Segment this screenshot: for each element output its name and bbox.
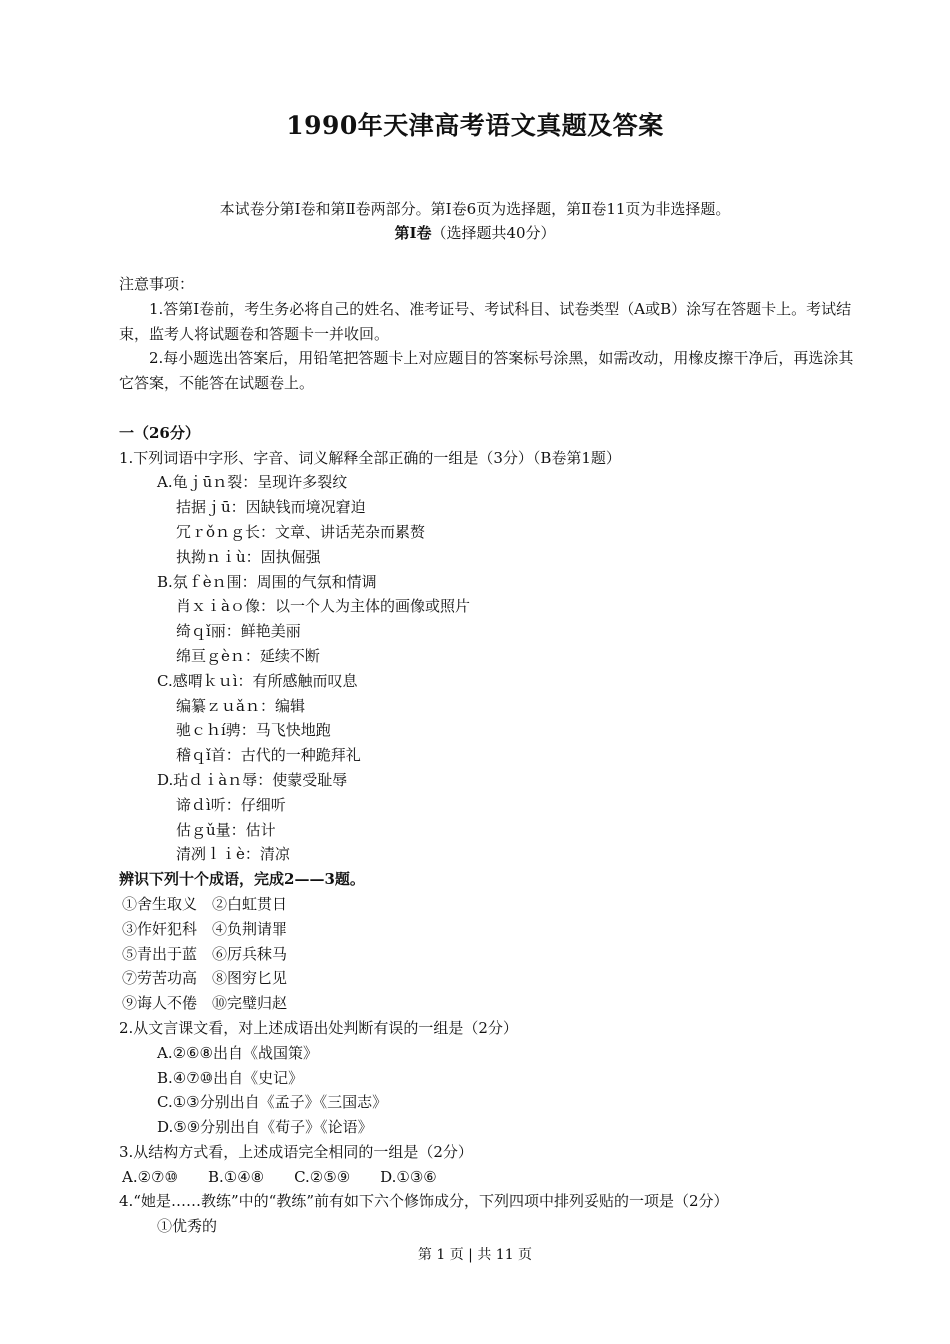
- question-3-stem: 3.从结构方式看，上述成语完全相同的一组是（2分）: [119, 1142, 473, 1161]
- document-body: [119, 272, 864, 1239]
- question-1-stem: 1.下列词语中字形、字音、词义解释全部正确的一组是（3分）（B卷第1题）: [119, 448, 621, 467]
- q1-option-b: B.氛ｆèｎ围：周围的气氛和情调: [157, 572, 377, 591]
- q1-option-a-item: 执拗ｎｉù：固执倔强: [176, 547, 321, 566]
- notice-heading: 注意事项：: [119, 275, 195, 293]
- page-footer: 第 1 页 | 共 11 页: [417, 1247, 533, 1263]
- q1-option-d: D.玷ｄｉàｎ辱：使蒙受耻辱: [157, 770, 348, 789]
- q1-option-d-item: 谛ｄì听：仔细听: [176, 795, 286, 814]
- q3-options: [119, 1165, 864, 1190]
- q1-option-c-item: 驰ｃｈí骋：马飞快地跑: [176, 721, 331, 740]
- intro-text: 本试卷分第Ⅰ卷和第Ⅱ卷两部分。第Ⅰ卷6页为选择题，第Ⅱ卷11页为非选择题。: [219, 200, 731, 218]
- volume-note: （选择题共40分）: [431, 224, 556, 242]
- q1-option-b-item: 肖ｘｉàｏ像：以一个人为主体的画像或照片: [176, 597, 470, 616]
- section-heading: 一（26分）: [119, 423, 200, 442]
- q1-option-d-item: 清冽ｌｉè：清凉: [176, 845, 290, 864]
- idiom-row: ⑦劳苦功高 ⑧图穷匕见: [122, 969, 288, 988]
- q2-option: B.④⑦⑩出自《史记》: [157, 1068, 304, 1087]
- q2-option: A.②⑥⑧出自《战国策》: [157, 1043, 318, 1062]
- q3-option: A.②⑦⑩: [122, 1167, 178, 1186]
- q1-option-c-item: 编纂ｚｕǎｎ：编辑: [176, 696, 305, 715]
- question-2-stem: 2.从文言课文看，对上述成语出处判断有误的一组是（2分）: [119, 1018, 518, 1037]
- q3-option: D.①③⑥: [380, 1167, 437, 1186]
- q1-option-d-item: 估ｇǔ量：估计: [176, 820, 276, 839]
- notice-item-2: 2.每小题选出答案后，用铅笔把答题卡上对应题目的答案标号涂黑，如需改动，用橡皮擦干净后，再选涂其它答案，不能答在试题卷上。: [119, 349, 854, 393]
- volume-label: 第Ⅰ卷: [394, 224, 432, 242]
- q2-option: C.①③分别出自《孟子》《三国志》: [157, 1093, 388, 1112]
- q1-option-a-item: 冗ｒǒｎｇ长：文章、讲话芜杂而累赘: [176, 522, 426, 541]
- idiom-row: ⑨诲人不倦 ⑩完璧归赵: [122, 994, 288, 1013]
- q3-option: C.②⑤⑨: [294, 1167, 351, 1186]
- idiom-row: ⑤青出于蓝 ⑥厉兵秣马: [122, 944, 288, 963]
- q1-option-c-item: 稽ｑǐ首：古代的一种跪拜礼: [176, 746, 361, 765]
- page-title: 1990年天津高考语文真题及答案: [286, 111, 664, 140]
- idiom-row: ①舍生取义 ②白虹贯日: [122, 894, 288, 913]
- idiom-row: ③作奸犯科 ④负荆请罪: [122, 919, 288, 938]
- volume-heading: [0, 222, 950, 243]
- question-4-stem: 4.“她是……教练”中的“教练”前有如下六个修饰成分，下列四项中排列妥贴的一项是（2分）: [119, 1192, 729, 1211]
- q1-option-a-item: 拮据ｊū：因缺钱而境况窘迫: [176, 498, 366, 517]
- q2-option: D.⑤⑨分别出自《荀子》《论语》: [157, 1118, 373, 1137]
- notice-item-1: 1.答第Ⅰ卷前，考生务必将自己的姓名、准考证号、考试科目、试卷类型（A或B）涂写在答题卡上。考试结束，监考人将试题卷和答题卡一并收回。: [119, 299, 852, 343]
- q1-option-b-item: 绵亘ｇèｎ：延续不断: [176, 646, 320, 665]
- q1-option-a: A.龟ｊūｎ裂：呈现许多裂纹: [157, 473, 348, 492]
- q4-item: ①优秀的: [157, 1217, 218, 1236]
- idioms-heading: 辨识下列十个成语，完成2——3题。: [119, 870, 365, 889]
- q1-option-b-item: 绮ｑǐ丽：鲜艳美丽: [176, 622, 301, 641]
- q3-option: B.①④⑧: [207, 1167, 265, 1186]
- q1-option-c: C.感喟ｋｕì：有所感触而叹息: [157, 671, 358, 690]
